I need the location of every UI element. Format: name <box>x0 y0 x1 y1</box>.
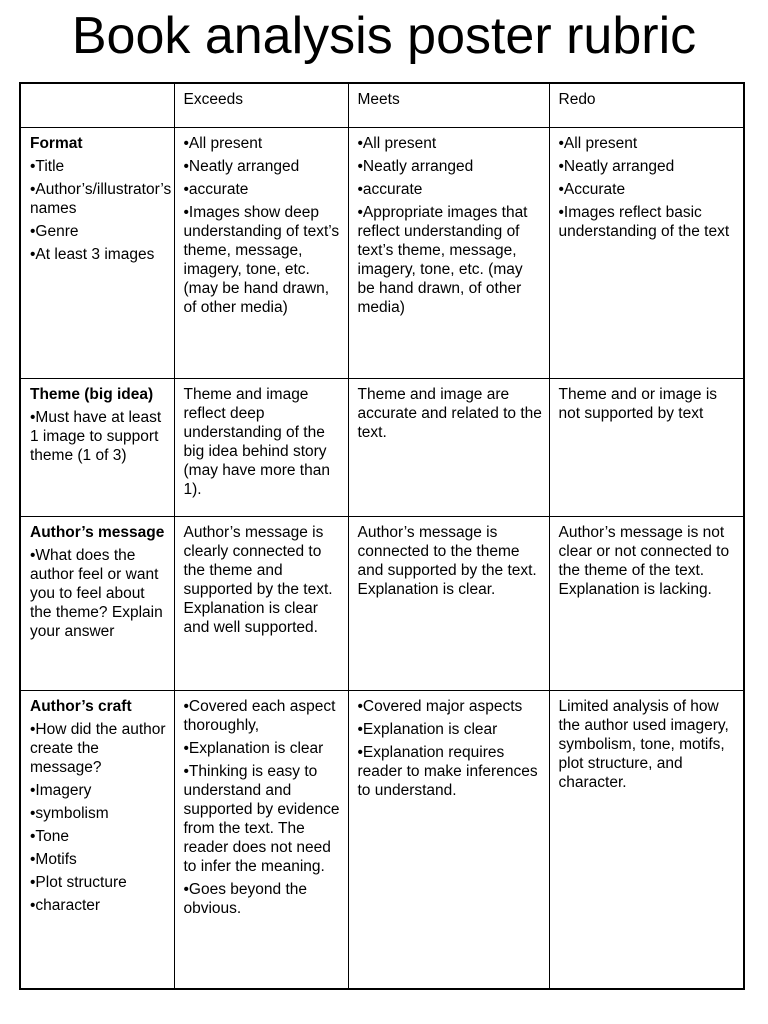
criterion-title: Author’s craft <box>30 698 132 715</box>
redo-item: •Accurate <box>558 181 626 198</box>
meets-cell <box>348 691 549 990</box>
criterion-cell <box>20 379 174 517</box>
criterion-cell <box>20 128 174 379</box>
criterion-detail: •Plot structure <box>30 874 127 891</box>
header-cell-meets: Meets <box>348 83 549 128</box>
criterion-title: Format <box>30 135 83 152</box>
table-row-craft <box>20 691 744 990</box>
table-row-message <box>20 517 744 691</box>
exceeds-item: Author’s message is clearly connected to the theme and supported by the text. Explanation is clear and well supported. <box>183 524 333 636</box>
criterion-detail: •Motifs <box>30 851 77 868</box>
table-row-theme <box>20 379 744 517</box>
page-title: Book analysis poster rubric <box>71 7 697 65</box>
exceeds-item: •Explanation is clear <box>183 740 324 757</box>
redo-item: •Neatly arranged <box>558 158 675 175</box>
exceeds-item: •accurate <box>183 181 249 198</box>
exceeds-item: Theme and image reflect deep understanding of the big idea behind story (may have more than 1). <box>183 386 330 498</box>
criterion-detail: •character <box>30 897 101 914</box>
criterion-detail: •Must have at least 1 image to support theme (1 of 3) <box>30 409 162 464</box>
meets-item: •Appropriate images that reflect understanding of text’s theme, message, imagery, tone, etc. (may be hand drawn, of other media) <box>357 204 528 316</box>
criterion-cell <box>20 517 174 691</box>
exceeds-item: •All present <box>183 135 263 152</box>
meets-cell <box>348 517 549 691</box>
header-cell-exceeds: Exceeds <box>174 83 348 128</box>
meets-item: •Explanation requires reader to make inferences to understand. <box>357 744 538 799</box>
exceeds-item: •Images show deep understanding of text’s theme, message, imagery, tone, etc. (may be hand drawn, of other media) <box>183 204 340 316</box>
criterion-detail: •At least 3 images <box>30 246 155 263</box>
meets-item: •All present <box>357 135 437 152</box>
redo-cell <box>549 379 744 517</box>
meets-item: Theme and image are accurate and related to the text. <box>357 386 542 441</box>
meets-item: •Neatly arranged <box>357 158 474 175</box>
meets-item: •Covered major aspects <box>357 698 523 715</box>
exceeds-item: •Thinking is easy to understand and supported by evidence from the text. The reader does not need to infer the meaning. <box>183 763 340 875</box>
criterion-detail: •Author’s/illustrator’s names <box>30 181 172 217</box>
criterion-detail: •What does the author feel or want you to feel about the theme? Explain your answer <box>30 547 163 640</box>
criterion-title: Author’s message <box>30 524 165 541</box>
header-cell-criteria <box>20 83 174 128</box>
redo-cell <box>549 691 744 990</box>
header-cell-redo: Redo <box>549 83 744 128</box>
redo-cell <box>549 517 744 691</box>
redo-cell <box>549 128 744 379</box>
rubric-table <box>19 82 745 990</box>
exceeds-cell <box>174 379 348 517</box>
exceeds-item: •Goes beyond the obvious. <box>183 881 307 917</box>
criterion-detail: •Tone <box>30 828 70 845</box>
exceeds-cell <box>174 128 348 379</box>
criterion-detail: •How did the author create the message? <box>30 721 166 776</box>
criterion-detail: •Title <box>30 158 65 175</box>
redo-item: •All present <box>558 135 638 152</box>
redo-item: Author’s message is not clear or not connected to the theme of the text. Explanation is lacking. <box>558 524 730 598</box>
criterion-detail: •symbolism <box>30 805 109 822</box>
exceeds-item: •Covered each aspect thoroughly, <box>183 698 336 734</box>
exceeds-cell <box>174 691 348 990</box>
meets-cell <box>348 379 549 517</box>
criterion-cell <box>20 691 174 990</box>
redo-item: Theme and or image is not supported by text <box>558 386 718 422</box>
meets-item: Author’s message is connected to the theme and supported by the text. Explanation is clear. <box>357 524 537 598</box>
header-row <box>20 83 744 128</box>
criterion-detail: •Genre <box>30 223 79 240</box>
meets-item: •Explanation is clear <box>357 721 498 738</box>
meets-item: •accurate <box>357 181 423 198</box>
meets-cell <box>348 128 549 379</box>
redo-item: Limited analysis of how the author used imagery, symbolism, tone, motifs, plot structure, and character. <box>558 698 729 791</box>
exceeds-item: •Neatly arranged <box>183 158 300 175</box>
exceeds-cell <box>174 517 348 691</box>
table-row-format <box>20 128 744 379</box>
redo-item: •Images reflect basic understanding of the text <box>558 204 730 240</box>
criterion-title: Theme (big idea) <box>30 386 154 403</box>
criterion-detail: •Imagery <box>30 782 92 799</box>
